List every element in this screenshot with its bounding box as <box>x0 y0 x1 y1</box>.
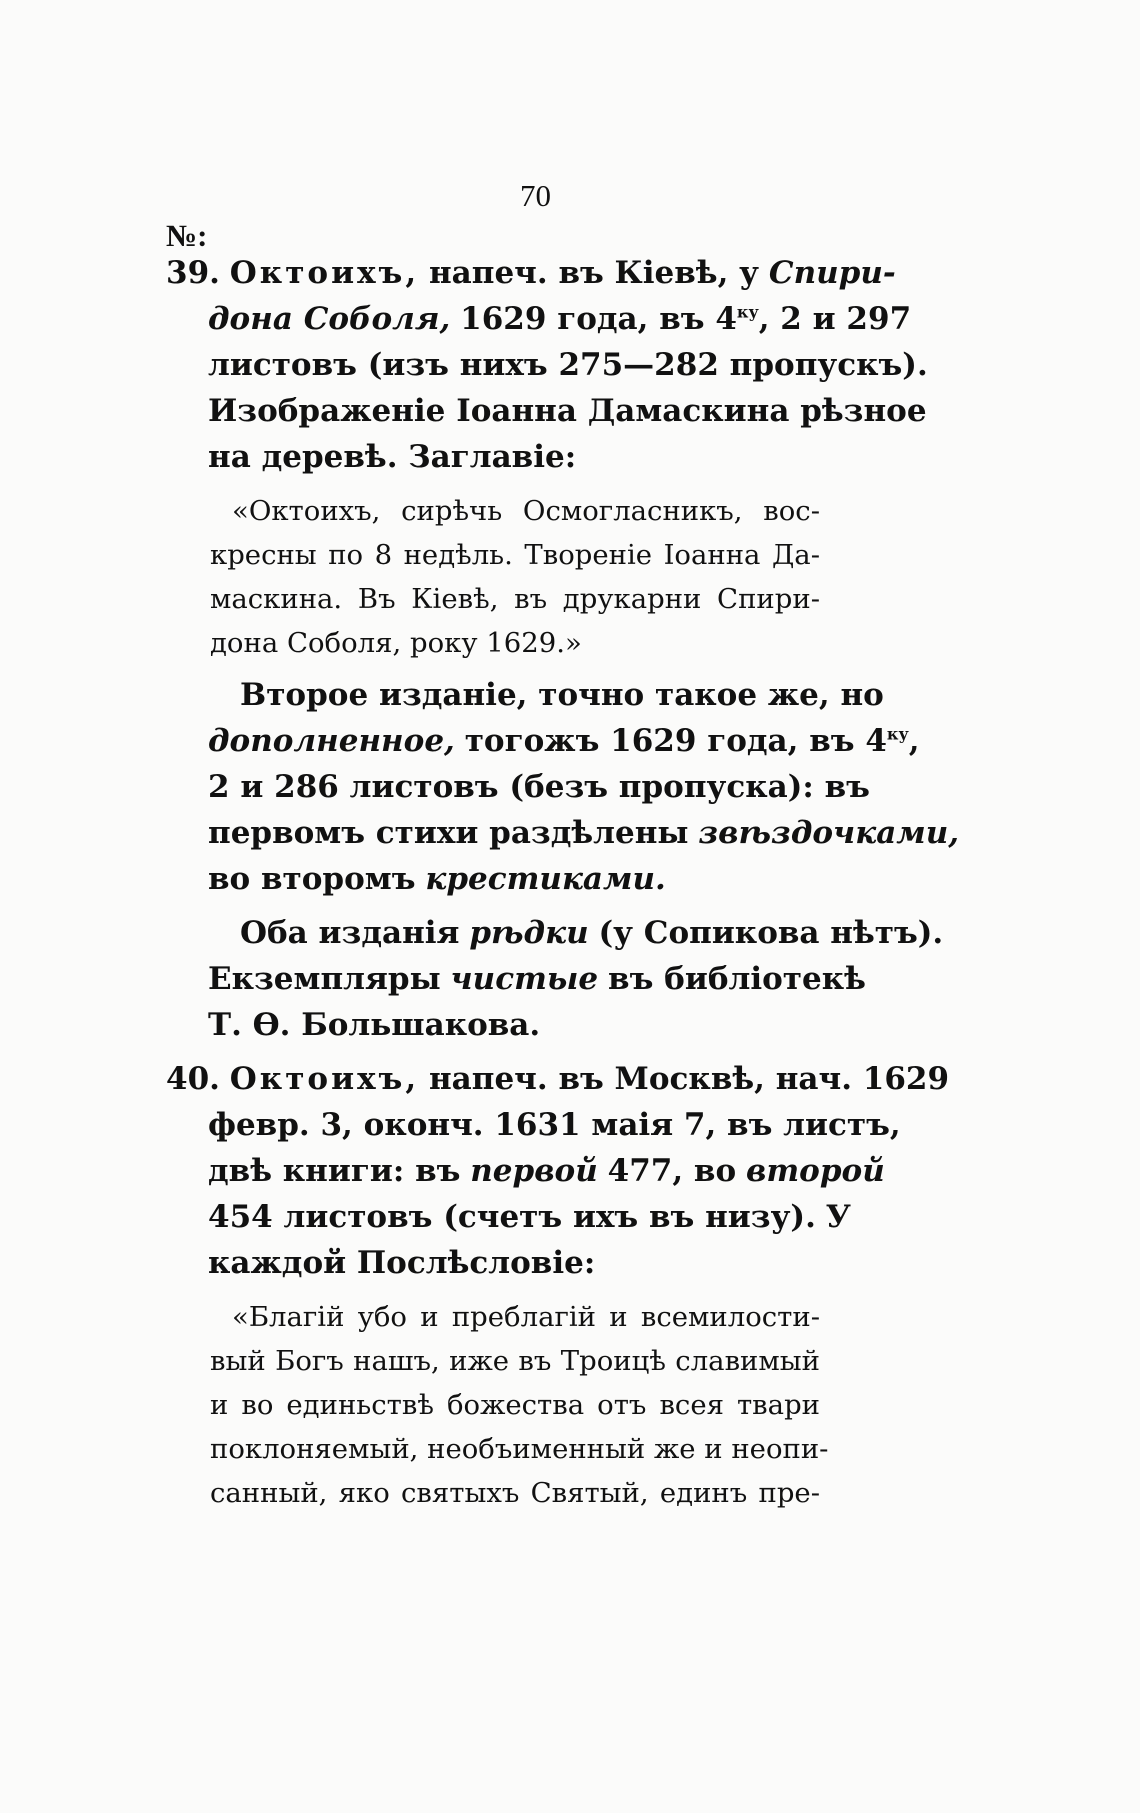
entry-39-line-3: листовъ (изъ нихъ 275—282 пропускъ). <box>208 347 928 383</box>
entry-40-line-2: февр. 3, оконч. 1631 маія 7, въ листъ, <box>208 1107 901 1143</box>
entry-40-quote-line: «Благій убо и преблагій и всемилости- <box>232 1301 820 1333</box>
entry-39-quote-line: маскина. Въ Кіевѣ, въ друкарни Спири- <box>210 583 820 615</box>
entry-40-quote-line: санный, яко святыхъ Святый, единъ пре- <box>210 1477 820 1509</box>
entry-39-second-edition: первомъ стихи раздѣлены звѣздочками, <box>208 815 960 851</box>
entry-39-number: 39. <box>166 255 220 291</box>
entry-40-text: напеч. въ Москвѣ, нач. 1629 <box>428 1061 950 1097</box>
entry-40-number: 40. <box>166 1061 220 1097</box>
entry-40-quote-line: и во единьствѣ божества отъ всея твари <box>210 1389 820 1421</box>
entry-39-rarity-note: Оба изданія рѣдки (у Сопикова нѣтъ). <box>240 915 944 951</box>
entry-39-second-edition: Второе изданіе, точно такое же, но <box>240 677 884 713</box>
entry-39-rarity-note: Екземпляры чистые въ библіотекѣ <box>208 961 866 997</box>
entry-39-rarity-note: Т. Ѳ. Большакова. <box>208 1007 541 1043</box>
entry-40-quote-line: поклоняемый, необъименный же и неопи- <box>210 1433 829 1465</box>
entry-40-line-3: двѣ книги: въ первой 477, во второй <box>208 1153 885 1189</box>
entry-39-second-edition: дополненное, тогожъ 1629 года, въ $4^{ку}$, <box>208 723 920 759</box>
entry-39-line-4: Изображеніе Іоанна Дамаскина рѣзное <box>208 393 927 429</box>
entry-39-line-2 <box>208 296 912 342</box>
entry-39-title: Октоихъ, <box>229 255 420 291</box>
number-sign: №: <box>166 218 208 253</box>
entry-39-second-edition: во второмъ крестиками. <box>208 861 666 897</box>
entry-39-second-edition: 2 и 286 листовъ (безъ пропуска): въ <box>208 769 870 805</box>
entry-40-quote-line: вый Богъ нашъ, иже въ Троицѣ славимый <box>210 1345 820 1377</box>
entry-40-line-5: каждой Послѣсловіе: <box>208 1245 596 1281</box>
entry-39-quote-line: «Октоихъ, сирѣчь Осмогласникъ, вос- <box>232 495 820 527</box>
entry-39-text: 1629 года, въ $4^{ку}$, 2 и 297 <box>460 301 912 337</box>
entry-39-quote-line: дона Соболя, року 1629.» <box>210 627 582 659</box>
entry-39-quote-line: кресны по 8 недѣль. Твореніе Іоанна Да- <box>210 539 820 571</box>
page-number: 70 <box>520 178 551 213</box>
entry-39-text: напеч. въ Кіевѣ, у <box>428 255 760 291</box>
entry-39-italic: Спири- <box>768 255 896 291</box>
entry-40-title: Октоихъ, <box>229 1061 420 1097</box>
entry-39-line-5: на деревѣ. Заглавіе: <box>208 439 577 475</box>
entry-39-italic: дона Соболя, <box>208 301 451 337</box>
entry-40-line-4: 454 листовъ (счетъ ихъ въ низу). У <box>208 1199 851 1235</box>
entry-40-line-1 <box>166 1056 950 1102</box>
entry-39-line-1 <box>166 250 896 296</box>
